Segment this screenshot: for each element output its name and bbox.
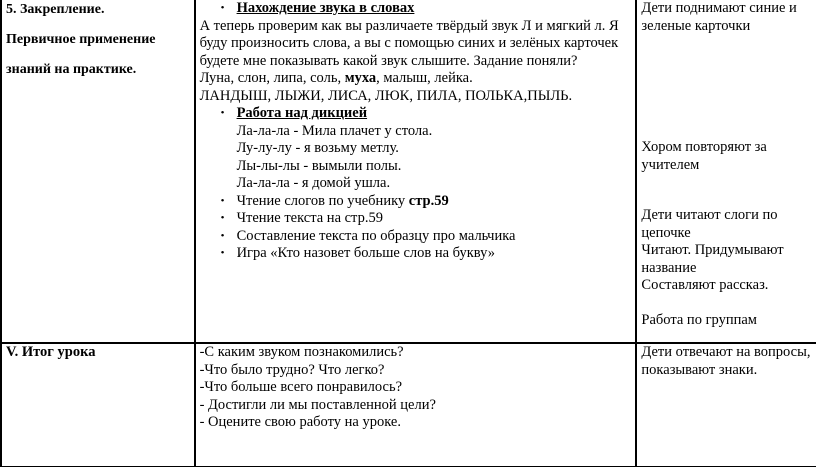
- list-item: [200, 105, 636, 123]
- children-text: учителем: [641, 156, 700, 173]
- table-row: [1, 0, 816, 343]
- stage-subtitle: знаний на практике.: [6, 62, 137, 77]
- bullet-icon: •: [220, 212, 225, 224]
- children-text: Хором повторяют за: [641, 139, 767, 155]
- diction-line: Ла-ла-ла - я домой ушла.: [236, 175, 391, 191]
- teacher-activity-cell: [195, 343, 637, 467]
- question-line: -С каким звуком познакомились?: [199, 344, 404, 360]
- bullet-icon: •: [220, 194, 225, 207]
- bullet-icon: •: [220, 107, 225, 119]
- bullet-icon: •: [220, 247, 225, 259]
- stage-subtitle: Первичное применение: [6, 32, 156, 47]
- children-text: название: [641, 259, 697, 276]
- children-text: Дети отвечают на вопросы,: [641, 344, 811, 360]
- children-text: зеленые карточки: [641, 17, 751, 34]
- list-item: • Чтение текста на стр.59: [220, 210, 383, 226]
- list-item: [200, 0, 636, 18]
- children-activity-cell: [636, 0, 816, 343]
- children-text: Работа по группам: [641, 311, 757, 328]
- list-item: • Составление текста по образцу про мальчика: [220, 227, 516, 244]
- stage-title: V. Итог урока: [6, 344, 96, 360]
- question-line: -Что больше всего понравилось?: [199, 379, 403, 395]
- task-text: А теперь проверим как вы различаете твёрдый звук Л и мягкий л. Я буду произносить слова, а вы с помощью синих и зелёных карточек будете мне показывать какой звук слышите. Задание поняли?: [199, 17, 619, 69]
- word-list-caps: ЛАНДЫШ, ЛЫЖИ, ЛИСА, ЛЮК, ПИЛА, ПОЛЬКА,ПЫЛЬ.: [199, 87, 573, 104]
- word-list: Луна, слон, липа, соль, муха, малыш, лейка.: [199, 70, 473, 86]
- question-line: - Оцените свою работу на уроке.: [199, 414, 401, 430]
- children-text: Читают. Придумывают: [641, 242, 784, 258]
- section-heading: Работа над дикцией: [236, 105, 368, 121]
- diction-line: Лу-лу-лу - я возьму метлу.: [236, 140, 399, 156]
- list-item: • Чтение слогов по учебнику стр.59: [220, 192, 449, 209]
- stage-cell: [1, 343, 195, 467]
- question-line: - Достигли ли мы поставленной цели?: [199, 396, 436, 413]
- children-text: Составляют рассказ.: [641, 277, 769, 293]
- children-activity-cell: [636, 343, 816, 467]
- list-item: • Игра «Кто назовет больше слов на букву»: [220, 245, 495, 261]
- diction-line: Лы-лы-лы - вымыли полы.: [236, 157, 402, 174]
- children-text: Дети читают слоги по: [641, 207, 778, 223]
- bullet-icon: •: [220, 229, 225, 242]
- question-line: -Что было трудно? Что легко?: [199, 361, 385, 378]
- teacher-activity-cell: [195, 0, 637, 343]
- diction-line: Ла-ла-ла - Мила плачет у стола.: [236, 122, 433, 139]
- table-row: [1, 343, 816, 467]
- bullet-icon: •: [220, 2, 225, 14]
- children-text: Дети поднимают синие и: [641, 0, 797, 16]
- stage-cell: [1, 0, 195, 343]
- section-heading: Нахождение звука в словах: [236, 0, 415, 16]
- stage-title: 5. Закрепление.: [6, 2, 105, 17]
- children-text: показывают знаки.: [641, 361, 758, 378]
- children-text: цепочке: [641, 224, 691, 241]
